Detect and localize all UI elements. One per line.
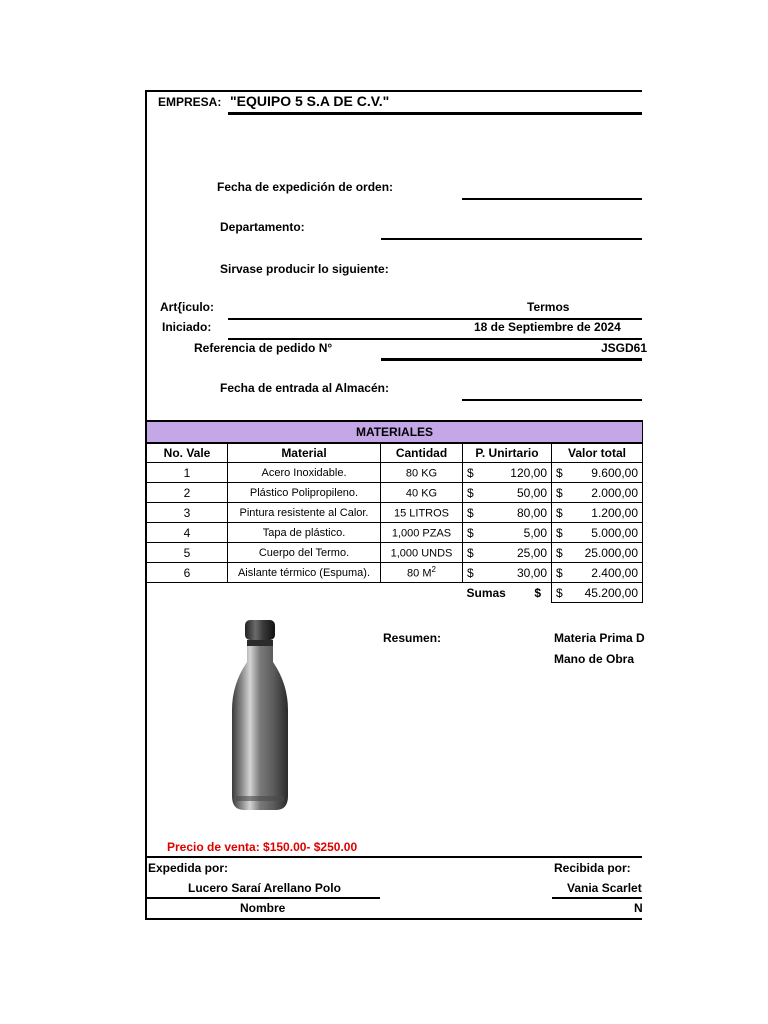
received-by-label: Recibida por:	[554, 861, 631, 875]
header-valor-total: Valor total	[552, 443, 643, 463]
order-ref-line	[381, 358, 642, 361]
row-material: Aislante térmico (Espuma).	[228, 563, 381, 583]
row-material: Pintura resistente al Calor.	[228, 503, 381, 523]
signature-top-line	[145, 856, 642, 858]
materials-title-row	[147, 421, 643, 443]
table-row	[147, 563, 643, 583]
instruction-text: Sirvase producir lo siguiente:	[220, 262, 389, 276]
row-quantity: 80 $M^2$	[381, 563, 463, 583]
price-note: Precio de venta: $150.00- $250.00	[167, 840, 358, 854]
warehouse-date-line	[462, 399, 642, 401]
company-underline	[228, 112, 642, 115]
header-no-vale: No. Vale	[147, 443, 228, 463]
table-row	[147, 463, 643, 483]
row-no: 3	[147, 503, 228, 523]
sheet-top-border	[145, 90, 642, 92]
row-material: Plástico Polipropileno.	[228, 483, 381, 503]
table-row	[147, 483, 643, 503]
table-row	[147, 503, 643, 523]
row-quantity: 15 LITROS	[381, 503, 463, 523]
row-quantity: 80 KG	[381, 463, 463, 483]
sums-label: Sumas	[466, 585, 506, 600]
started-line	[228, 338, 642, 340]
row-total: $ 2.000,00	[552, 483, 643, 503]
issue-date-line	[462, 198, 642, 200]
row-total: $ 5.000,00	[552, 523, 643, 543]
row-no: 4	[147, 523, 228, 543]
received-by-name: Vania Scarlet	[567, 881, 642, 895]
order-ref-value: JSGD61	[601, 341, 648, 355]
row-total: $ 9.600,00	[552, 463, 643, 483]
thermos-bottle-image	[228, 618, 292, 814]
issue-date-label: Fecha de expedición de orden:	[217, 180, 394, 194]
sums-row	[147, 583, 643, 603]
department-line	[381, 238, 642, 240]
company-name: "EQUIPO 5 S.A DE C.V."	[230, 93, 390, 109]
row-unit-price: $ 120,00	[463, 463, 552, 483]
materials-header-row	[147, 443, 643, 463]
row-unit-price: $ 30,00	[463, 563, 552, 583]
row-quantity: 1,000 UNDS	[381, 543, 463, 563]
materials-table	[146, 420, 643, 603]
row-no: 2	[147, 483, 228, 503]
started-value: 18 de Septiembre de 2024	[474, 320, 621, 334]
warehouse-date-label: Fecha de entrada al Almacén:	[220, 381, 389, 395]
row-no: 5	[147, 543, 228, 563]
row-unit-price: $ 80,00	[463, 503, 552, 523]
issued-name-caption: Nombre	[240, 901, 286, 915]
row-material: Cuerpo del Termo.	[228, 543, 381, 563]
table-row	[147, 543, 643, 563]
company-label: EMPRESA:	[158, 95, 222, 109]
summary-item-mano-obra: Mano de Obra	[554, 652, 635, 666]
sums-total: 45.200,00	[584, 585, 639, 600]
row-no: 6	[147, 563, 228, 583]
received-name-caption: N	[634, 901, 643, 915]
header-cantidad: Cantidad	[381, 443, 463, 463]
row-material: Tapa de plástico.	[228, 523, 381, 543]
row-total: $ 1.200,00	[552, 503, 643, 523]
row-material: Acero Inoxidable.	[228, 463, 381, 483]
received-name-line	[552, 897, 642, 899]
article-label: Art{iculo:	[160, 300, 214, 314]
department-label: Departamento:	[220, 220, 305, 234]
order-ref-label: Referencia de pedido N°	[194, 341, 333, 355]
row-quantity: 40 KG	[381, 483, 463, 503]
row-unit-price: $ 25,00	[463, 543, 552, 563]
header-material: Material	[228, 443, 381, 463]
started-label: Iniciado:	[162, 320, 212, 334]
row-total: $ 25.000,00	[552, 543, 643, 563]
sums-currency: $	[534, 585, 541, 600]
row-no: 1	[147, 463, 228, 483]
row-unit-price: $ 50,00	[463, 483, 552, 503]
issued-by-name: Lucero Saraí Arellano Polo	[188, 881, 341, 895]
summary-item-materia-prima: Materia Prima D	[554, 631, 645, 645]
issued-by-label: Expedida por:	[148, 861, 229, 875]
sums-total-cell: $ 45.200,00	[552, 583, 643, 603]
header-precio-unitario: P. Unirtario	[463, 443, 552, 463]
issued-name-line	[145, 897, 380, 899]
summary-label: Resumen:	[383, 631, 442, 645]
article-value: Termos	[527, 300, 570, 314]
row-quantity: 1,000 PZAS	[381, 523, 463, 543]
sheet-bottom-border	[145, 918, 642, 920]
row-unit-price: $ 5,00	[463, 523, 552, 543]
table-row	[147, 523, 643, 543]
row-total: $ 2.400,00	[552, 563, 643, 583]
materials-title: MATERIALES	[147, 421, 643, 443]
